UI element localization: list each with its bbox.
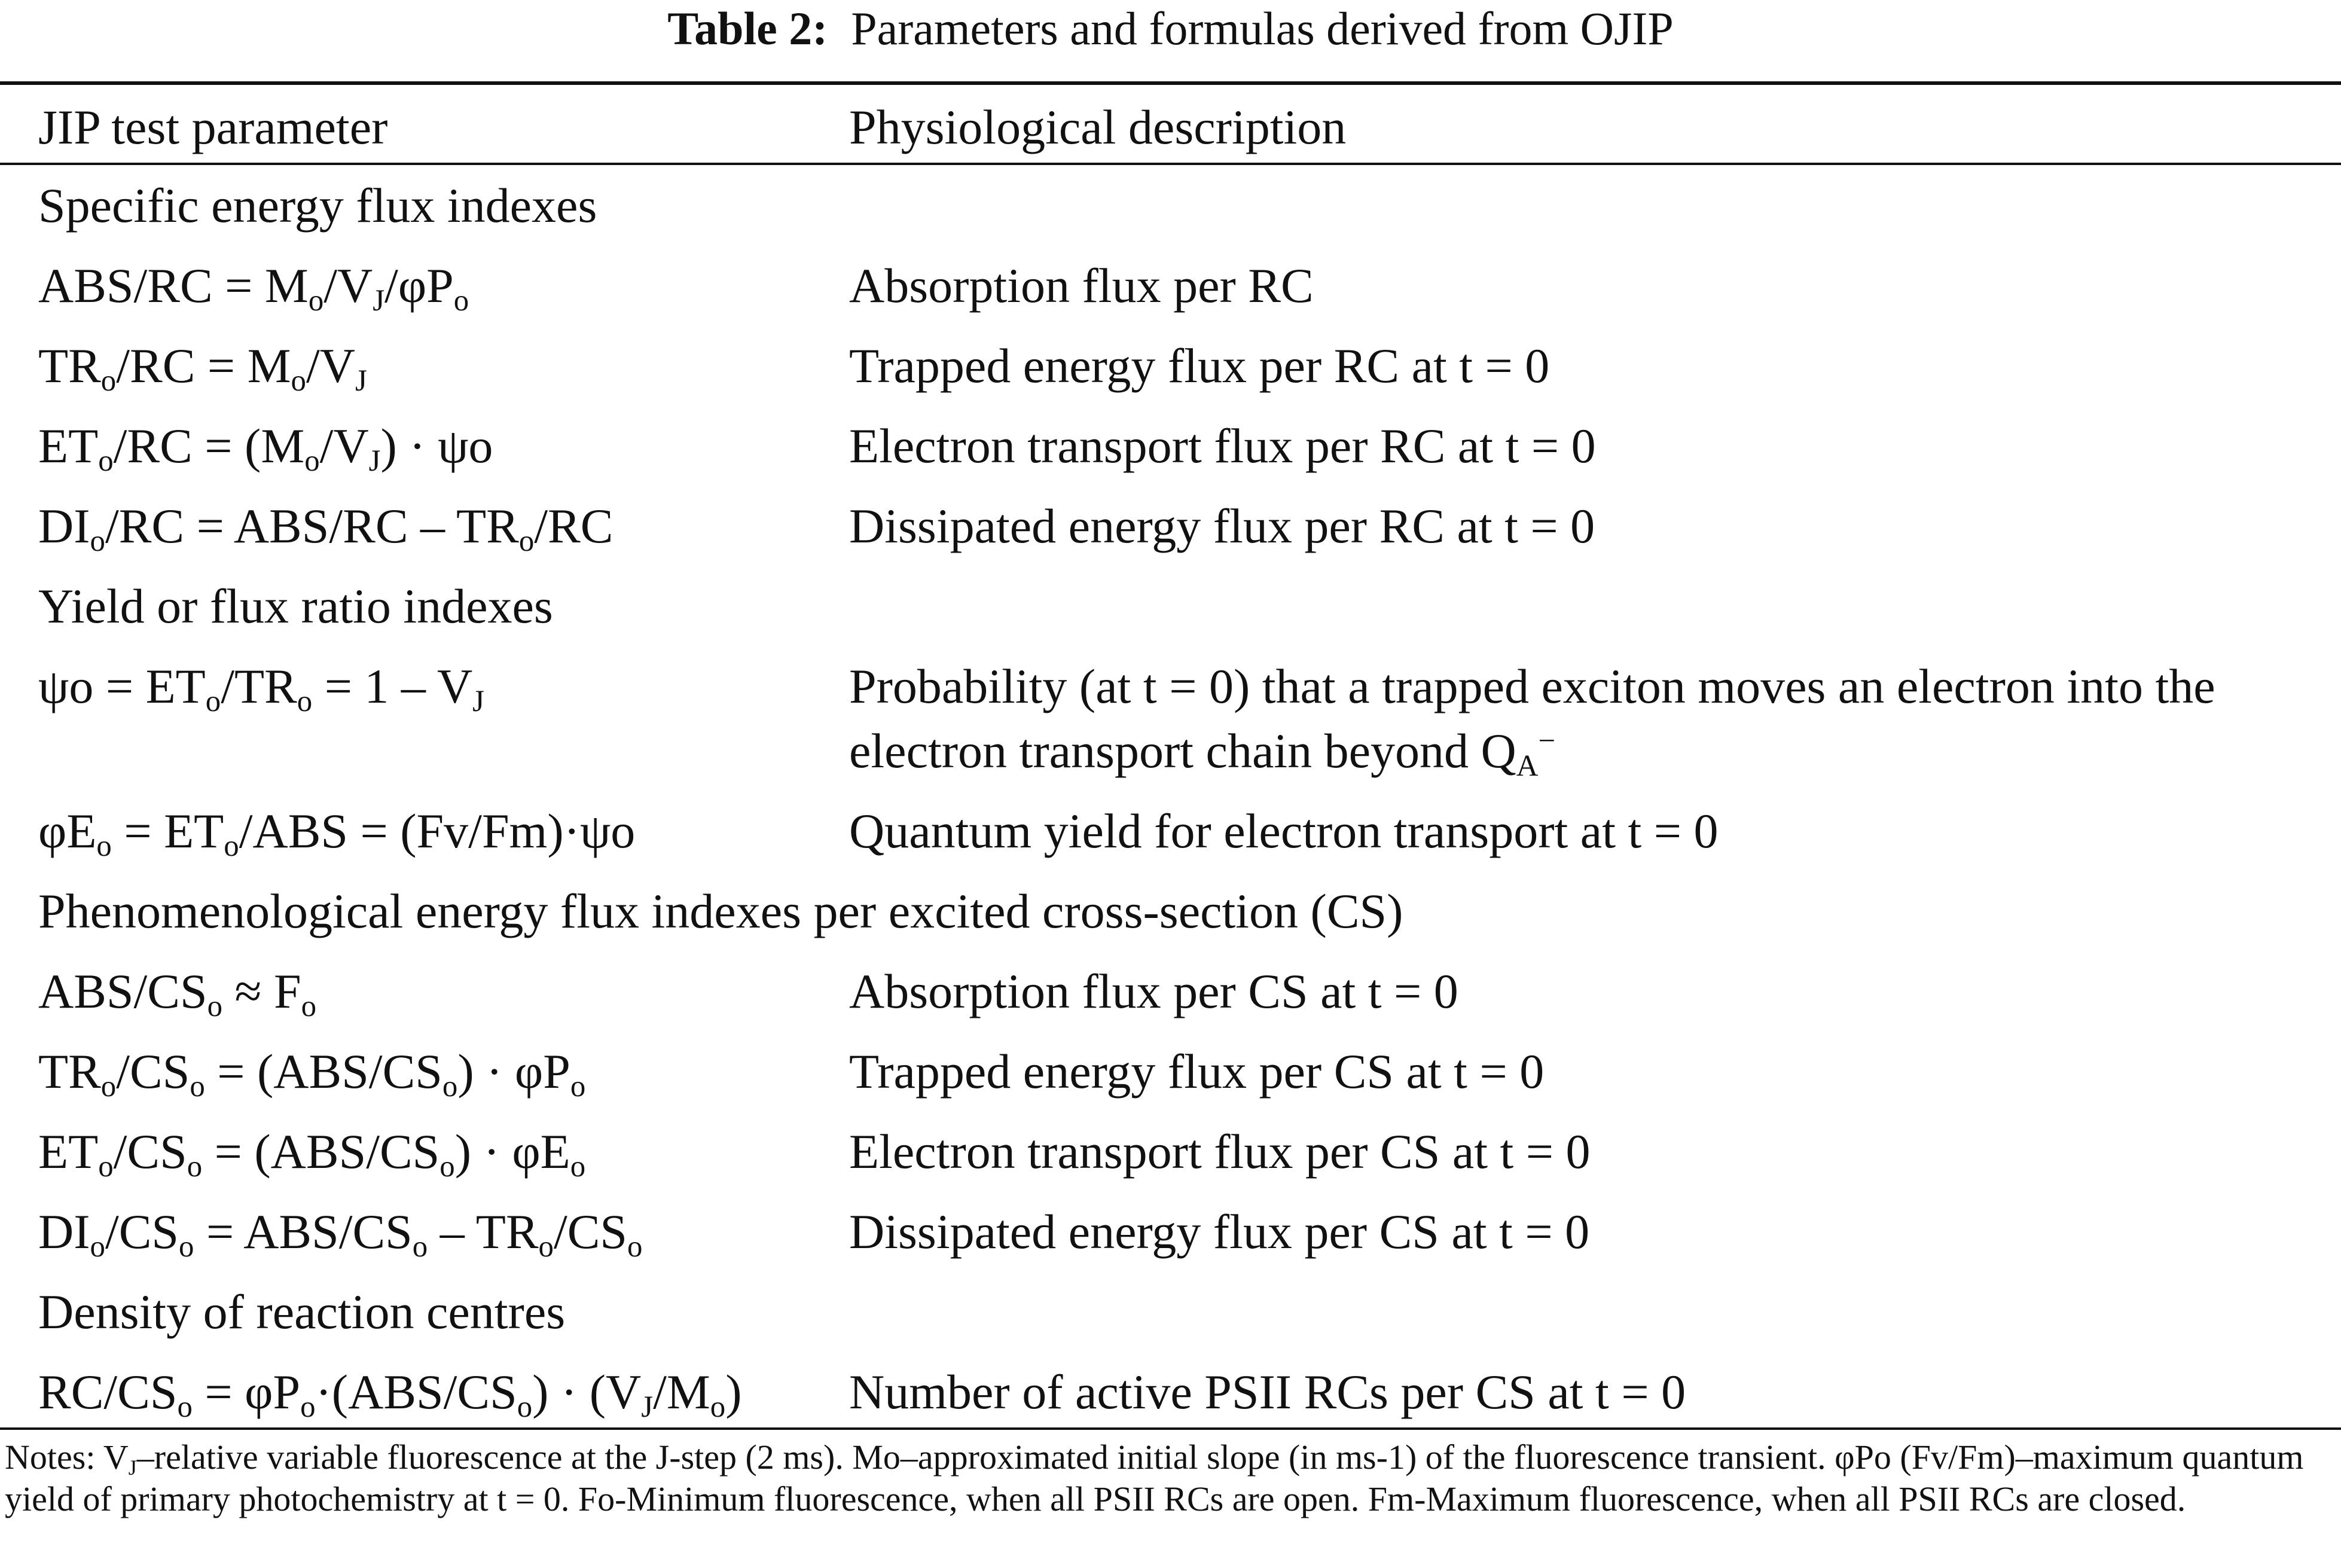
table-caption (0, 0, 2341, 66)
table-row (0, 414, 2341, 494)
parameter-cell: ABS/$CS_o \approx F_o$ (38, 964, 317, 1023)
description-cell: Absorption flux per CS at t = 0 (849, 964, 1458, 1018)
parameter-cell: $DI_o/CS_o = ABS/CS_o - TR_o/CS_o$ (38, 1204, 643, 1264)
parameter-cell: $\psi o = ET_o/TR_o = 1 - V_J$ (38, 659, 484, 718)
parameter-cell: $ET_o/CS_o = (ABS/CS_o) \cdot \varphi E_o$ (38, 1124, 586, 1183)
header-rule (0, 163, 2341, 165)
section-heading: Density of reaction centres (38, 1285, 566, 1339)
parameter-cell: $TR_o/RC = M_o/V_J$ (38, 338, 367, 398)
section-heading: Specific energy flux indexes (38, 178, 597, 233)
section-heading: Phenomenological energy flux indexes per excited cross-section (CS) (38, 884, 1403, 938)
parameter-cell: $ABS/RC = M_o/V_J/\varphi P_o$ (38, 258, 469, 318)
table-row (0, 494, 2341, 574)
section-heading: Yield or flux ratio indexes (38, 579, 553, 633)
parameter-cell: $RC/CS_o = \varphi P_o\cdot(ABS/CS_o) \cdot (V_J/M_o)$ (38, 1365, 742, 1424)
section-heading-row (0, 1280, 2341, 1360)
caption-label: Table 2: (667, 2, 828, 54)
description-cell: Dissipated energy flux per CS at t = 0 (849, 1204, 1590, 1259)
parameter-cell: $ET_o/RC = (M_o/V_J) \cdot \psi o$ (38, 419, 493, 478)
caption-title: Parameters and formulas derived from OJIP (851, 2, 1674, 54)
column-header-description: Physiological description (849, 100, 1347, 154)
table-notes: Notes: $V_J$–relative variable fluorescence at the J-step (2 ms). Mo–approximated initial slope (in ms-1) of the fluorescence transient. φPo (Fv/Fm)–maximum quantum yield of primary photochemistry at t = 0. Fo-Minimum fluorescence, when all PSII RCs are open. Fm-Maximum fluorescence, when all PSII RCs are closed. (5, 1438, 2304, 1518)
table-row (0, 1039, 2341, 1119)
column-header-parameter: JIP test parameter (38, 100, 388, 154)
description-cell: Electron transport flux per CS at t = 0 (849, 1124, 1591, 1179)
description-cell: Trapped energy flux per RC at t = 0 (849, 338, 1550, 393)
table-row (0, 654, 2341, 799)
table-row (0, 959, 2341, 1039)
description-cell: Electron transport flux per RC at t = 0 (849, 419, 1596, 473)
bottom-rule (0, 1427, 2341, 1430)
table-row (0, 334, 2341, 414)
description-cell: Dissipated energy flux per RC at t = 0 (849, 499, 1595, 553)
table-row (0, 799, 2341, 879)
table-row (0, 1119, 2341, 1200)
section-heading-row (0, 879, 2341, 959)
table-row (0, 254, 2341, 334)
parameter-cell: $\varphi E_o = ET_o/ABS = (Fv/Fm)\cdot\psi o$ (38, 804, 636, 863)
description-cell: Quantum yield for electron transport at t = 0 (849, 804, 1719, 858)
parameter-cell: $DI_o/RC = ABS/RC - TR_o/RC$ (38, 499, 614, 558)
description-cell: Absorption flux per RC (849, 258, 1314, 313)
section-heading-row (0, 173, 2341, 254)
description-cell: Number of active PSII RCs per CS at t = 0 (849, 1365, 1686, 1419)
description-cell: Probability (at t = 0) that a trapped exciton moves an electron into the electron transport chain beyond $Q_A^-$ (849, 659, 2215, 783)
top-rule (0, 81, 2341, 85)
table-row (0, 1200, 2341, 1280)
section-heading-row (0, 574, 2341, 654)
parameter-cell: $TR_o/CS_o = (ABS/CS_o) \cdot \varphi P_o$ (38, 1044, 586, 1103)
table-body (0, 173, 2341, 1440)
description-cell: Trapped energy flux per CS at t = 0 (849, 1044, 1545, 1099)
